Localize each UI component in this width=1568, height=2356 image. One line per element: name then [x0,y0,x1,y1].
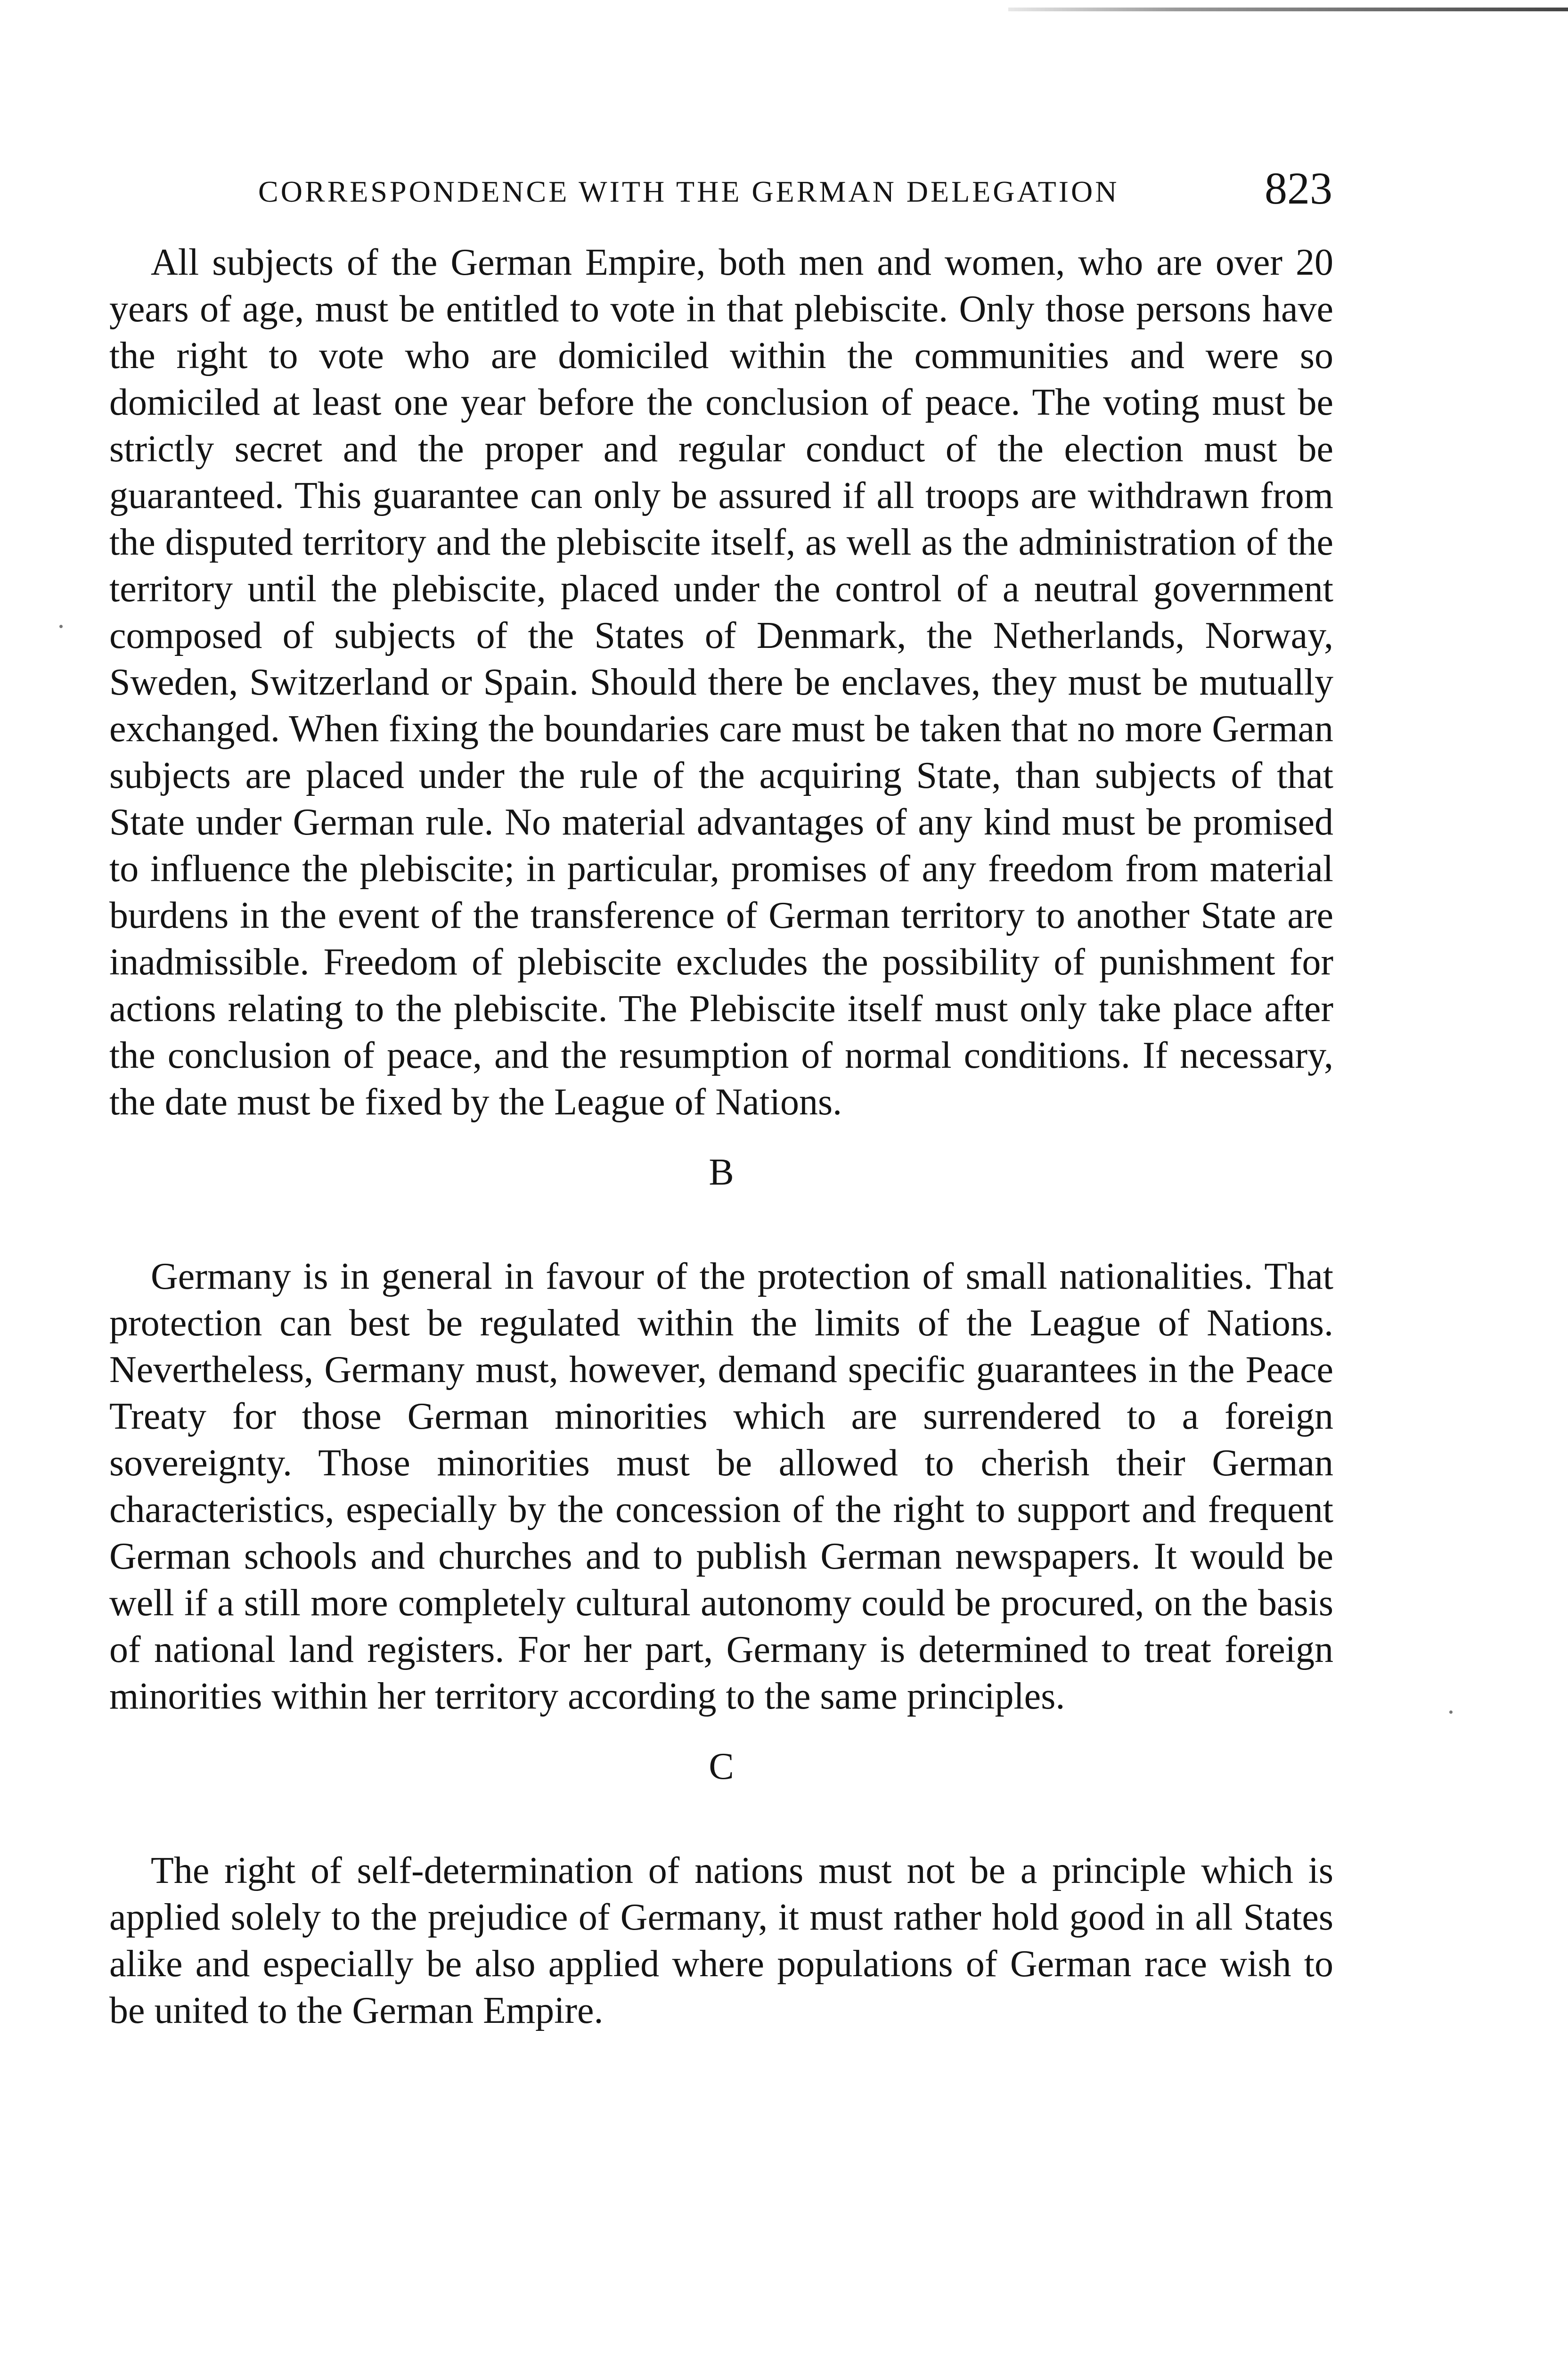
scan-speck-left [59,625,63,628]
paragraph-plebiscite: All subjects of the German Empire, both men and women, who are over 20 years of age, must be entitled to vote in that plebiscite. Only those persons have the right to vote who are domiciled within the communities and were so domiciled at least one year before the conclusion of peace. The voting must be strictly secret and the proper and regular conduct of the election must be guaranteed. This guarantee can only be assured if all troops are withdrawn from the disputed territory and the plebiscite itself, as well as the administration of the territory until the plebiscite, placed under the control of a neutral government composed of subjects of the States of Denmark, the Netherlands, Norway, Sweden, Switzerland or Spain. Should there be enclaves, they must be mutually exchanged. When fixing the boundaries care must be taken that no more German subjects are placed under the rule of the acquiring State, than subjects of that State under German rule. No material advantages of any kind must be promised to influence the plebiscite; in particular, promises of any freedom from material burdens in the event of the transference of German territory to another State are inadmissible. Freedom of plebiscite excludes the possibility of punishment for actions relating to the plebiscite. The Plebiscite itself must only take place after the conclusion of peace, and the resumption of normal conditions. If necessary, the date must be fixed by the League of Nations. [109,242,1333,1123]
running-head: CORRESPONDENCE WITH THE GERMAN DELEGATION [258,175,1119,208]
section-heading-c: C [709,1746,734,1787]
scan-edge-rule [1008,8,1568,11]
section-heading-b: B [709,1152,734,1193]
paragraph-self-determination: The right of self-determination of nations must not be a principle which is applied solely to the prejudice of Germany, it must rather hold good in all States alike and especially be also applied where populations of German race wish to be united to the German Empire. [109,1850,1333,2031]
page-number: 823 [1265,163,1332,213]
page-header [258,162,1332,219]
scan-speck-right [1449,1710,1453,1714]
paragraph-minorities: Germany is in general in favour of the protection of small nationalities. That protection can best be regulated within the limits of the League of Nations. Nevertheless, Germany must, however, demand specific guarantees in the Peace Treaty for those German minorities which are surrendered to a foreign sovereignty. Those minorities must be allowed to cherish their German characteristics, especially by the concession of the right to support and frequent German schools and churches and to publish German newspapers. It would be well if a still more completely cultural autonomy could be procured, on the basis of national land registers. For her part, Germany is determined to treat foreign minorities within her territory according to the same principles. [109,1256,1333,1717]
body-text [109,239,1333,2034]
